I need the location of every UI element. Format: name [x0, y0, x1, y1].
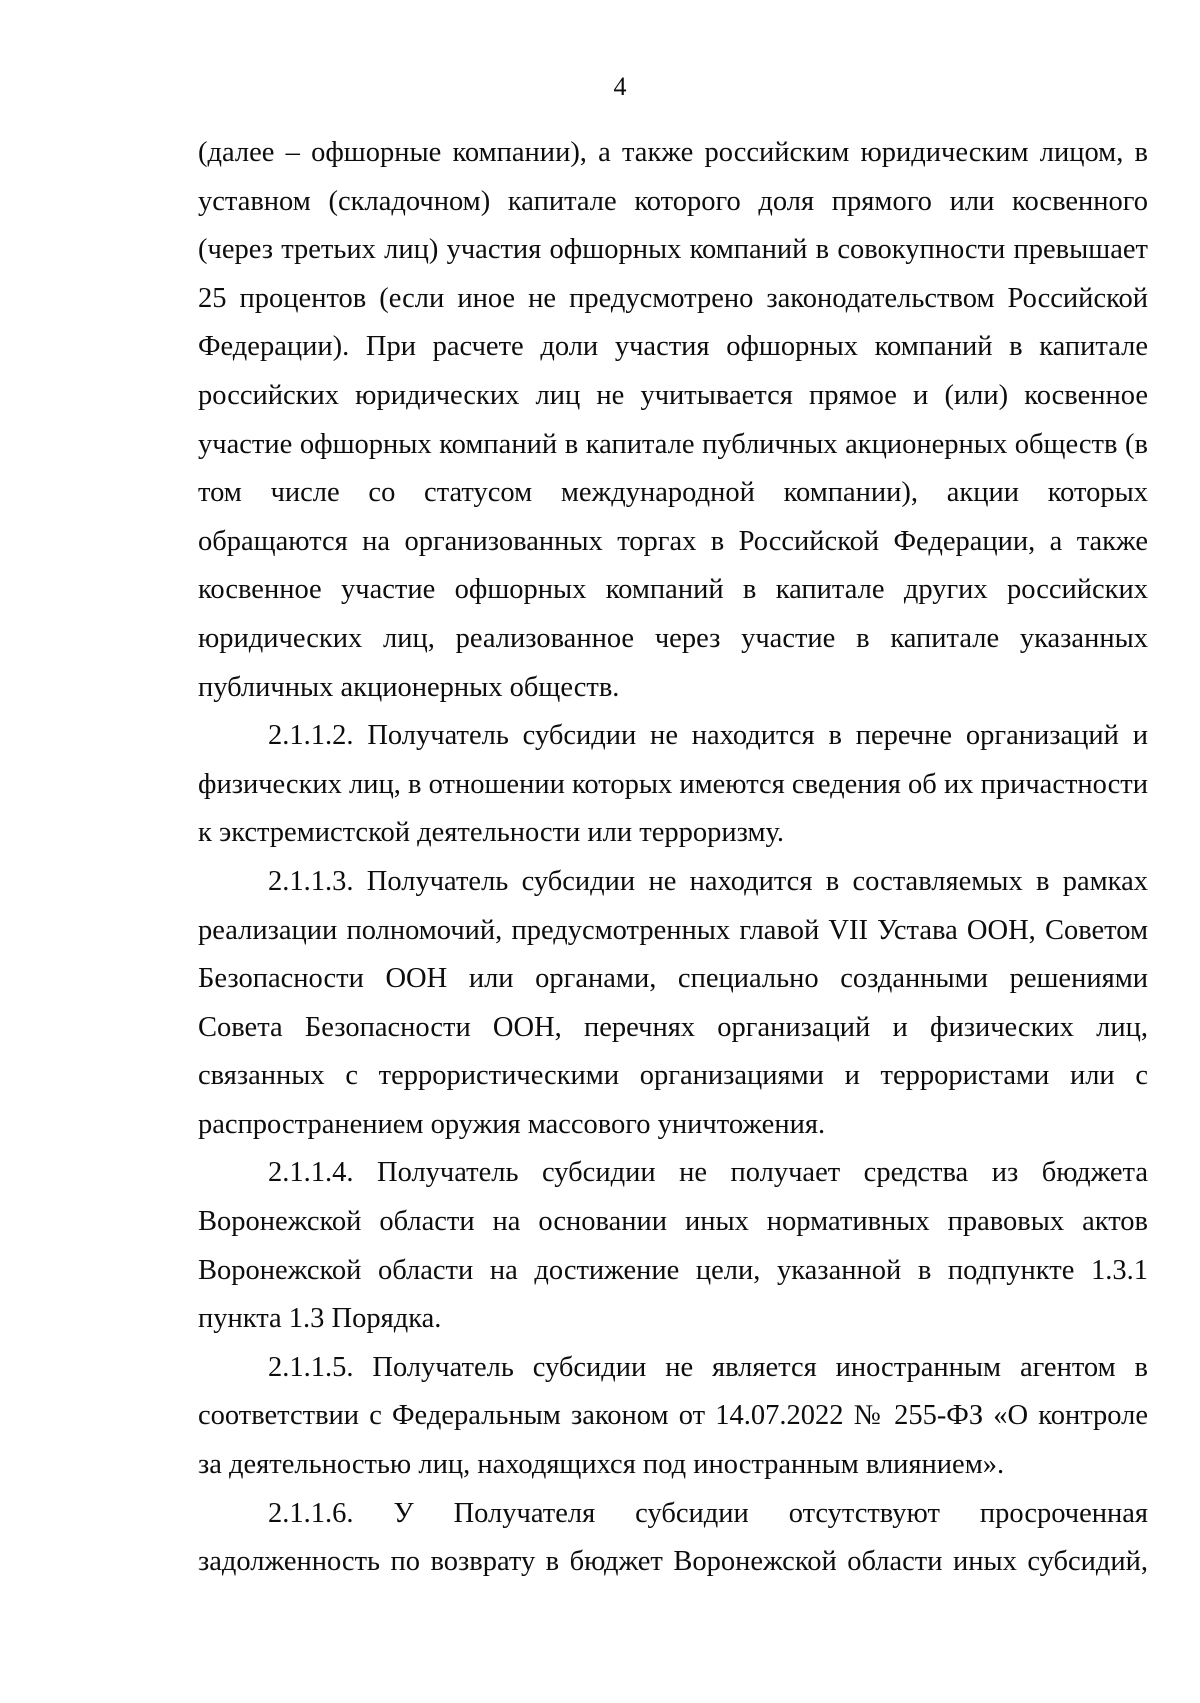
paragraph-2-1-1-6: 2.1.1.6. У Получателя субсидии отсутствуют просроченная задолженность по возврату в бюджет Воронежской области иных субсидий,: [198, 1497, 1148, 1578]
paragraph-2-1-1-2: 2.1.1.2. Получатель субсидии не находится в перечне организаций и физических лиц, в отношении которых имеются сведения об их причастности к экстремистской деятельности или терроризму.: [198, 720, 1148, 849]
page-number: 4: [613, 72, 627, 101]
paragraph-2-1-1-5: 2.1.1.5. Получатель субсидии не является иностранным агентом в соответствии с Федеральным законом от 14.07.2022 № 255-ФЗ «О контроле за деятельностью лиц, находящихся под иностранным влиянием».: [198, 1351, 1148, 1481]
paragraph-2-1-1-3: 2.1.1.3. Получатель субсидии не находится в составляемых в рамках реализации полномочий, предусмотренных главой VII Устава ООН, Советом Безопасности ООН или органами, специально созданными решениями Совета Безопасности ООН, перечнях организаций и физических лиц, связанных с террористическими организациями и террористами или с распространением оружия массового уничтожения.: [198, 865, 1148, 1140]
paragraph-2-1-1-4: 2.1.1.4. Получатель субсидии не получает средства из бюджета Воронежской области на основании иных нормативных правовых актов Воронежской области на достижение цели, указанной в подпункте 1.3.1 пункта 1.3 Порядка.: [198, 1157, 1148, 1335]
document-body: [198, 129, 1148, 1587]
paragraph-offshore-companies: (далее – офшорные компании), а также российским юридическим лицом, в уставном (складочном) капитале которого доля прямого или косвенного (через третьих лиц) участия офшорных компаний в совокупности превышает 25 процентов (если иное не предусмотрено законодательством Российской Федерации). При расчете доли участия офшорных компаний в капитале российских юридических лиц не учитывается прямое и (или) косвенное участие офшорных компаний в капитале публичных акционерных обществ (в том числе со статусом международной компании), акции которых обращаются на организованных торгах в Российской Федерации, а также косвенное участие офшорных компаний в капитале других российских юридических лиц, реализованное через участие в капитале указанных публичных акционерных обществ.: [198, 137, 1148, 703]
